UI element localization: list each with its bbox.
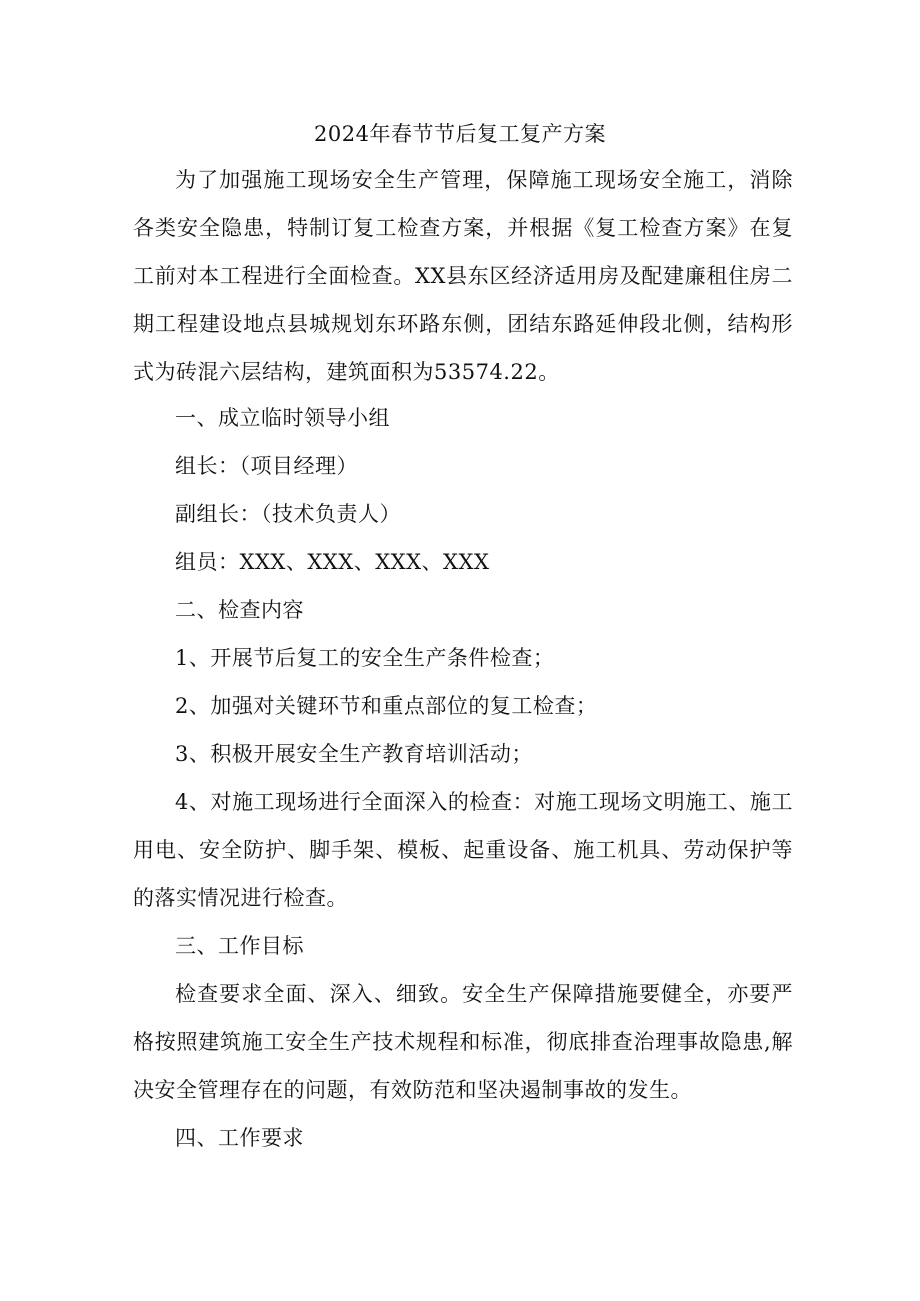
section-4-heading: 四、工作要求 bbox=[175, 1126, 304, 1150]
deputy-leader-line: 副组长：（技术负责人） bbox=[175, 502, 401, 526]
section-3-paragraph: 检查要求全面、深入、细致。安全生产保障措施要健全，亦要严格按照建筑施工安全生产技术规程和标准，彻底排查治理事故隐患,解决安全管理存在的问题，有效防范和坚决遏制事故的发生。 bbox=[133, 982, 793, 1102]
check-item-3: 3、积极开展安全生产教育培训活动； bbox=[175, 742, 533, 766]
intro-paragraph-block bbox=[133, 156, 793, 396]
section-2-heading: 二、检查内容 bbox=[175, 598, 304, 622]
members-line: 组员：XXX、XXX、XXX、XXX bbox=[175, 550, 490, 574]
intro-paragraph: 为了加强施工现场安全生产管理，保障施工现场安全施工，消除各类安全隐患，特制订复工检查方案，并根据《复工检查方案》在复工前对本工程进行全面检查。XX县东区经济适用房及配建廉租住房二期工程建设地点县城规划东环路东侧，团结东路延伸段北侧，结构形式为砖混六层结构，建筑面积为53574.22。 bbox=[133, 168, 793, 384]
document-title: 2024年春节节后复工复产方案 bbox=[314, 122, 606, 146]
section-3-paragraph-block bbox=[133, 970, 793, 1114]
section-1-heading: 一、成立临时领导小组 bbox=[175, 406, 390, 430]
check-item-4-block bbox=[133, 778, 793, 922]
check-item-4: 4、对施工现场进行全面深入的检查：对施工现场文明施工、施工用电、安全防护、脚手架、模板、起重设备、施工机具、劳动保护等的落实情况进行检查。 bbox=[133, 790, 793, 910]
section-3-heading: 三、工作目标 bbox=[175, 934, 304, 958]
check-item-2: 2、加强对关键环节和重点部位的复工检查； bbox=[175, 694, 598, 718]
check-item-1: 1、开展节后复工的安全生产条件检查； bbox=[175, 646, 555, 670]
leader-line: 组长：（项目经理） bbox=[175, 454, 358, 478]
